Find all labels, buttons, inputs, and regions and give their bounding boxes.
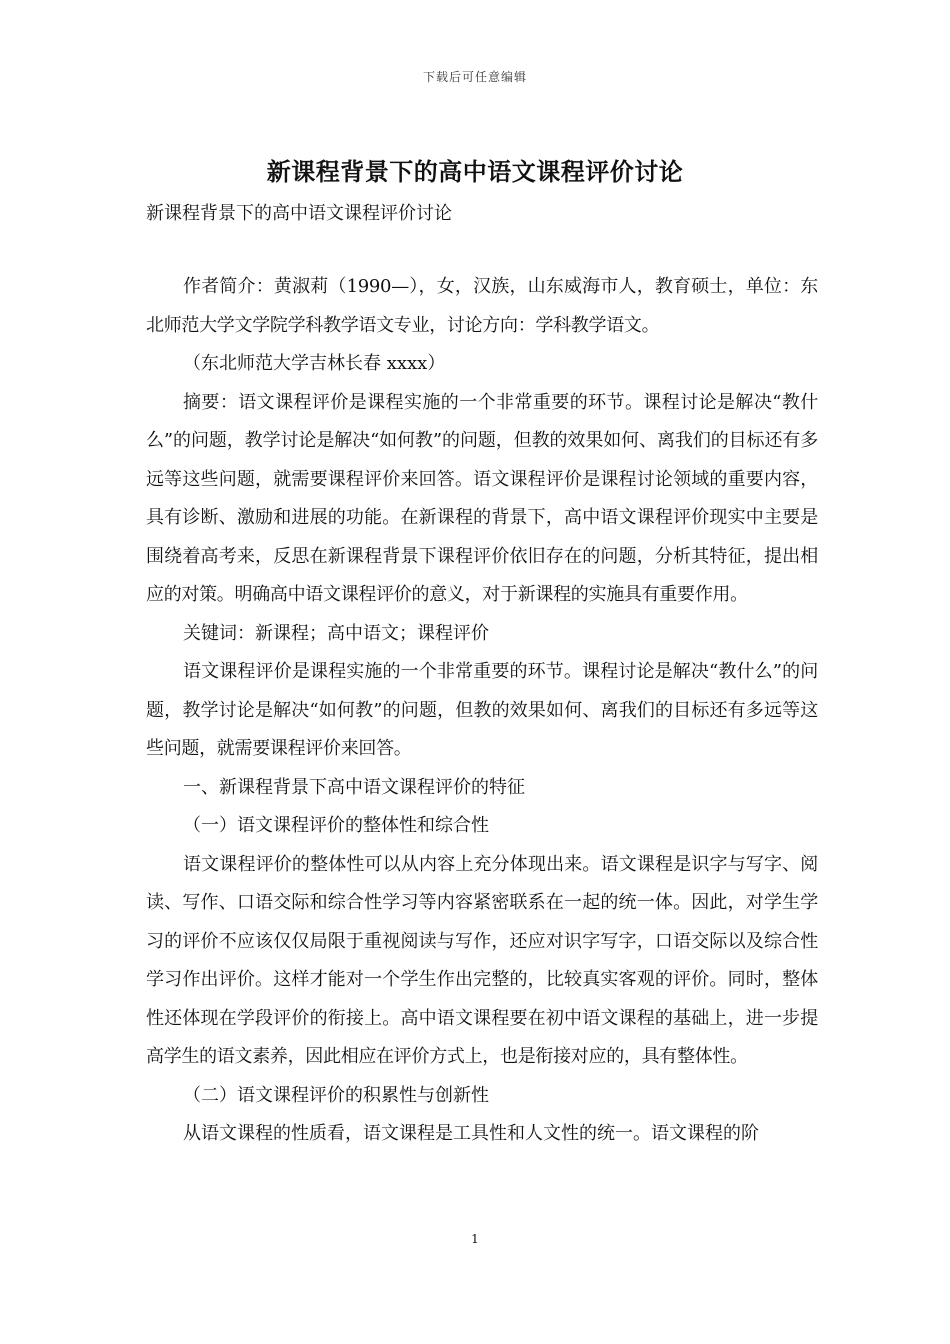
page-header-note: 下载后可任意编辑 [422,70,527,84]
document-title: 新课程背景下的高中语文课程评价讨论 [266,157,684,186]
author-intro-paragraph: 作者简介：黄淑莉（1990—），女，汉族，山东威海市人，教育硕士，单位：东北师范大学文学院学科教学语文专业，讨论方向：学科教学语文。 [146,276,818,336]
section-heading: 一、新课程背景下高中语文课程评价的特征 [183,776,525,798]
abstract-paragraph: 摘要：语文课程评价是课程实施的一个非常重要的环节。课程讨论是解决“教什么”的问题，教学讨论是解决“如何教”的问题，但教的效果如何、离我们的目标还有多远等这些问题，就需要课程评价来回答。语文课程评价是课程讨论领域的重要内容，具有诊断、激励和进展的功能。在新课程的背景下，高中语文课程评价现实中主要是围绕着高考来，反思在新课程背景下课程评价依旧存在的问题，分析其特征，提出相应的对策。明确高中语文课程评价的意义，对于新课程的实施具有重要作用。 [146,391,818,605]
page-number: 1 [471,1232,479,1246]
keywords-line: 关键词：新课程；高中语文；课程评价 [183,622,489,644]
document-body [146,268,818,1154]
document-subtitle: 新课程背景下的高中语文课程评价讨论 [146,203,452,224]
body-paragraph: 从语文课程的性质看，语文课程是工具性和人文性的统一。语文课程的阶 [183,1123,759,1144]
subsection-heading: （一）语文课程评价的整体性和综合性 [183,815,489,836]
affiliation-line: （东北师范大学吉林长春 xxxx） [183,353,446,374]
subsection-heading: （二）语文课程评价的积累性与创新性 [183,1084,489,1106]
intro-paragraph: 语文课程评价是课程实施的一个非常重要的环节。课程讨论是解决“教什么”的问题，教学讨论是解决“如何教”的问题，但教的效果如何、离我们的目标还有多远等这些问题，就需要课程评价来回答。 [146,661,818,759]
body-paragraph: 语文课程评价的整体性可以从内容上充分体现出来。语文课程是识字与写字、阅读、写作、口语交际和综合性学习等内容紧密联系在一起的统一体。因此，对学生学习的评价不应该仅仅局限于重视阅读与写作，还应对识字写字，口语交际以及综合性学习作出评价。这样才能对一个学生作出完整的，比较真实客观的评价。同时，整体性还体现在学段评价的衔接上。高中语文课程要在初中语文课程的基础上，进一步提高学生的语文素养，因此相应在评价方式上，也是衔接对应的，具有整体性。 [146,853,818,1067]
